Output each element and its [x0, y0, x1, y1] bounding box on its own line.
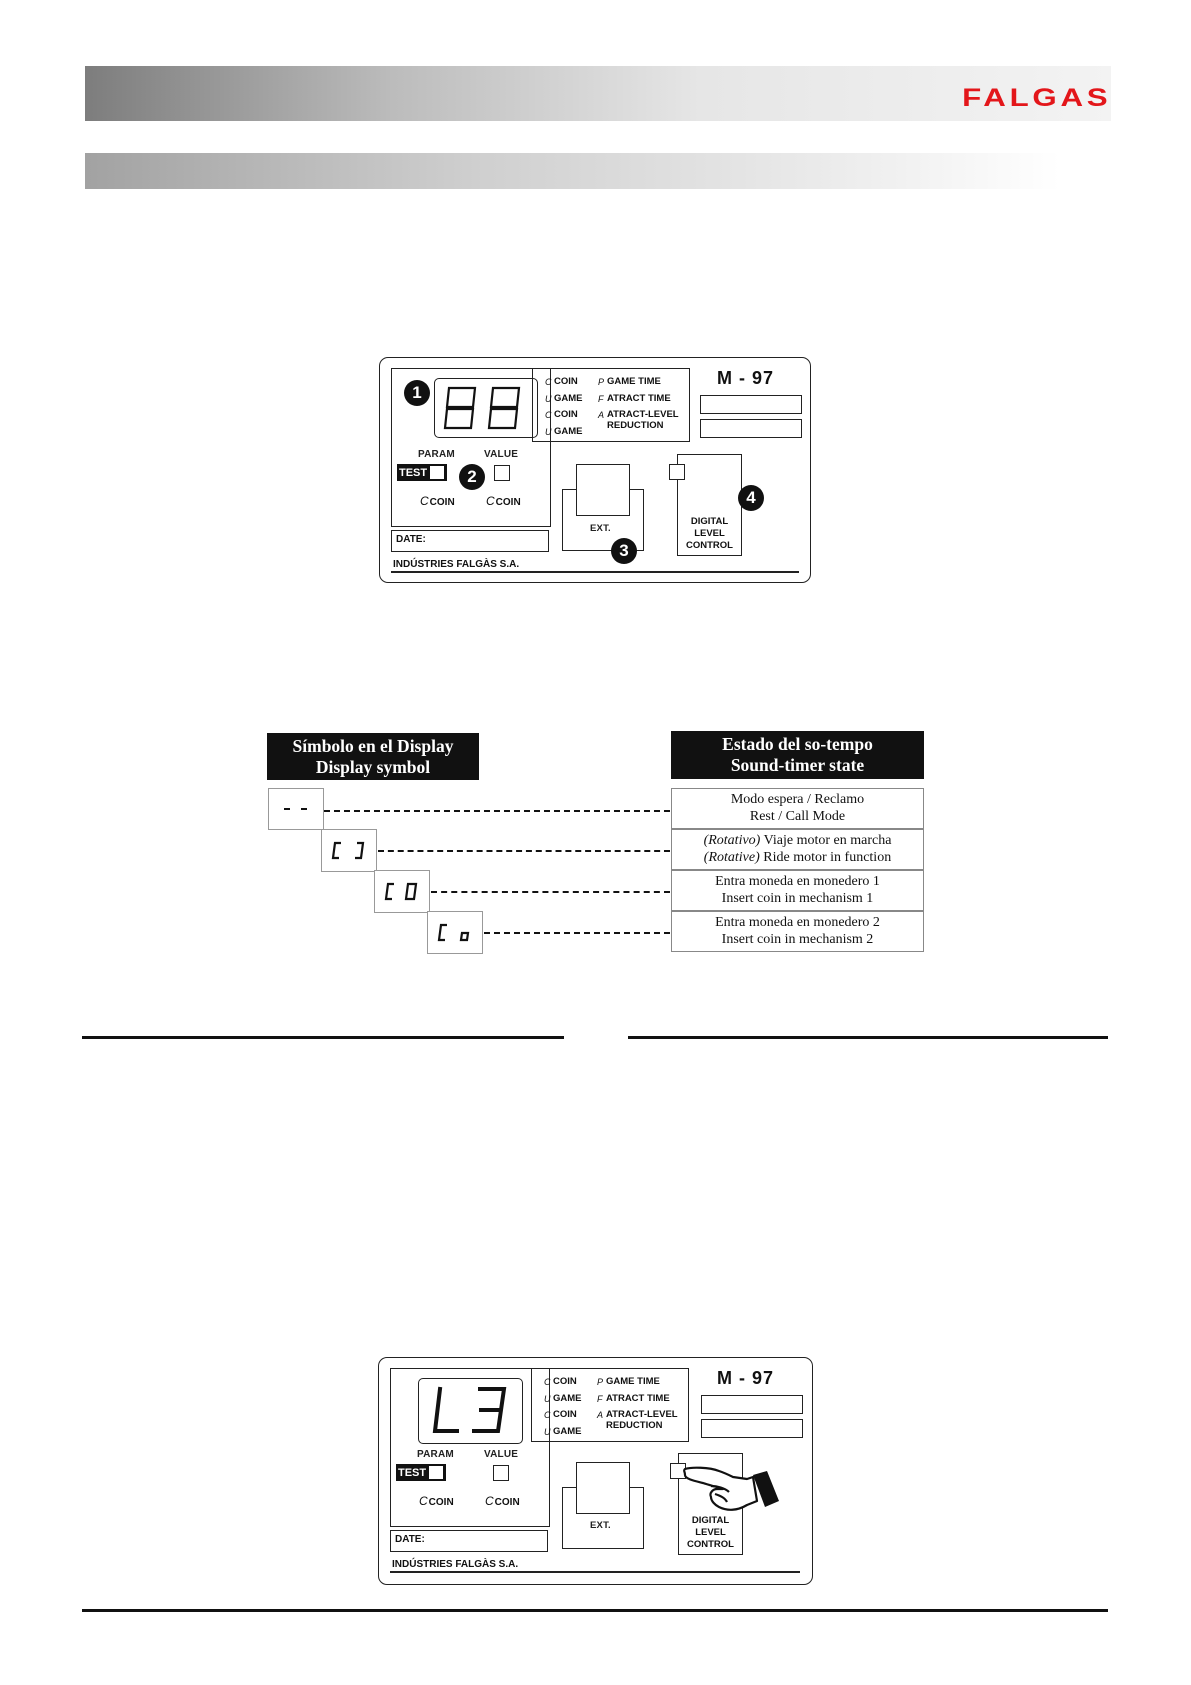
symbol-dashes — [269, 789, 323, 829]
symbol-co — [428, 912, 482, 953]
state-coin2: Entra moneda en monedero 2 Insert coin in mechanism 2 — [671, 911, 924, 952]
value-button[interactable] — [493, 1465, 509, 1481]
legend-item: C COIN — [544, 1409, 577, 1420]
coin2-label: CCOIN — [486, 494, 521, 508]
leader-line — [378, 850, 670, 852]
pointing-hand-icon — [681, 1456, 789, 1516]
marker-1: 1 — [404, 380, 430, 406]
header-band — [85, 66, 1111, 121]
legend-item: P GAME TIME — [597, 1376, 660, 1387]
ext-label: EXT. — [590, 523, 611, 534]
ext-connector-plug — [576, 1462, 630, 1514]
legend-item: U GAME — [545, 392, 583, 404]
company-name: INDÚSTRIES FALGÀS S.A. — [393, 559, 520, 570]
legend-item: P GAME TIME — [598, 376, 661, 387]
panel-rule — [391, 571, 799, 573]
display-symbol-ride — [321, 829, 377, 872]
leader-line — [324, 810, 670, 812]
display-digits-88 — [443, 385, 529, 431]
state-coin1: Entra moneda en monedero 1 Insert coin in mechanism 1 — [671, 870, 924, 911]
display-digits-l3 — [426, 1384, 516, 1438]
display-symbol-coin2 — [427, 911, 483, 954]
legend-item: C COIN — [545, 409, 578, 420]
dlc-button[interactable] — [669, 464, 685, 480]
seven-segment-display — [434, 378, 538, 438]
seven-segment-display — [418, 1378, 523, 1444]
test-button[interactable] — [397, 464, 447, 481]
legend-item: U GAME — [545, 425, 583, 437]
symbol-c0 — [375, 871, 429, 912]
model-field-1 — [700, 395, 802, 414]
legend-item: A ATRACT-LEVEL — [597, 1409, 678, 1420]
marker-2: 2 — [459, 464, 485, 490]
legend-left — [544, 1374, 582, 1440]
leader-line — [484, 932, 670, 934]
table-header-timer-state: Estado del so-tempo Sound-timer state — [671, 731, 924, 779]
model-field-2 — [701, 1419, 803, 1438]
section-divider-right — [628, 1036, 1108, 1039]
control-panel-1 — [379, 357, 811, 583]
legend-item: C COIN — [545, 376, 578, 387]
legend-right — [597, 1374, 678, 1431]
legend-item: REDUCTION — [607, 420, 664, 431]
value-label: VALUE — [484, 449, 519, 460]
date-field: DATE: — [391, 530, 549, 552]
display-symbol-coin1 — [374, 870, 430, 913]
marker-4: 4 — [738, 485, 764, 511]
display-symbol-rest — [268, 788, 324, 830]
legend-item: F ATRACT TIME — [598, 392, 671, 404]
legend-item: F ATRACT TIME — [597, 1392, 670, 1404]
param-label: PARAM — [417, 1449, 454, 1460]
state-rest: Modo espera / Reclamo Rest / Call Mode — [671, 788, 924, 829]
section-divider-left — [82, 1036, 564, 1039]
panel-rule — [390, 1571, 800, 1573]
marker-3: 3 — [611, 538, 637, 564]
ext-connector-plug — [576, 464, 630, 516]
model-label: M - 97 — [717, 1368, 775, 1388]
date-field: DATE: — [390, 1530, 548, 1552]
value-label: VALUE — [484, 1449, 519, 1460]
section-band — [85, 153, 1060, 189]
legend-right — [598, 374, 679, 431]
control-panel-2 — [378, 1357, 813, 1585]
coin2-label: CCOIN — [485, 1494, 520, 1508]
legend-item: REDUCTION — [606, 1420, 663, 1431]
model-field-2 — [700, 419, 802, 438]
test-button-square — [430, 466, 444, 479]
model-label: M - 97 — [717, 368, 775, 388]
param-label: PARAM — [418, 449, 455, 460]
table-header-display-symbol: Símbolo en el Display Display symbol — [267, 733, 479, 780]
coin1-label: CCOIN — [419, 1494, 454, 1508]
footer-rule — [82, 1609, 1108, 1612]
symbol-brackets — [322, 830, 376, 871]
ext-label: EXT. — [590, 1520, 611, 1531]
test-button-square — [429, 1466, 443, 1479]
state-ride: (Rotativo) Viaje motor en marcha (Rotative) Ride motor in function — [671, 829, 924, 870]
dlc-text: DIGITAL LEVEL CONTROL — [687, 1515, 734, 1550]
legend-item: U GAME — [544, 1392, 582, 1404]
test-label: TEST — [398, 1466, 427, 1479]
digital-level-control — [677, 454, 742, 556]
leader-line — [431, 891, 670, 893]
value-button[interactable] — [494, 465, 510, 481]
dlc-text: DIGITAL LEVEL CONTROL — [686, 516, 733, 551]
company-name: INDÚSTRIES FALGÀS S.A. — [392, 1559, 519, 1570]
coin1-label: CCOIN — [420, 494, 455, 508]
brand-logo: FALGAS — [961, 84, 1111, 112]
test-button[interactable] — [396, 1464, 446, 1481]
legend-item: A ATRACT-LEVEL — [598, 409, 679, 420]
test-label: TEST — [399, 466, 428, 479]
legend-left — [545, 374, 583, 440]
legend-item: C COIN — [544, 1376, 577, 1387]
legend-item: U GAME — [544, 1425, 582, 1437]
model-field-1 — [701, 1395, 803, 1414]
